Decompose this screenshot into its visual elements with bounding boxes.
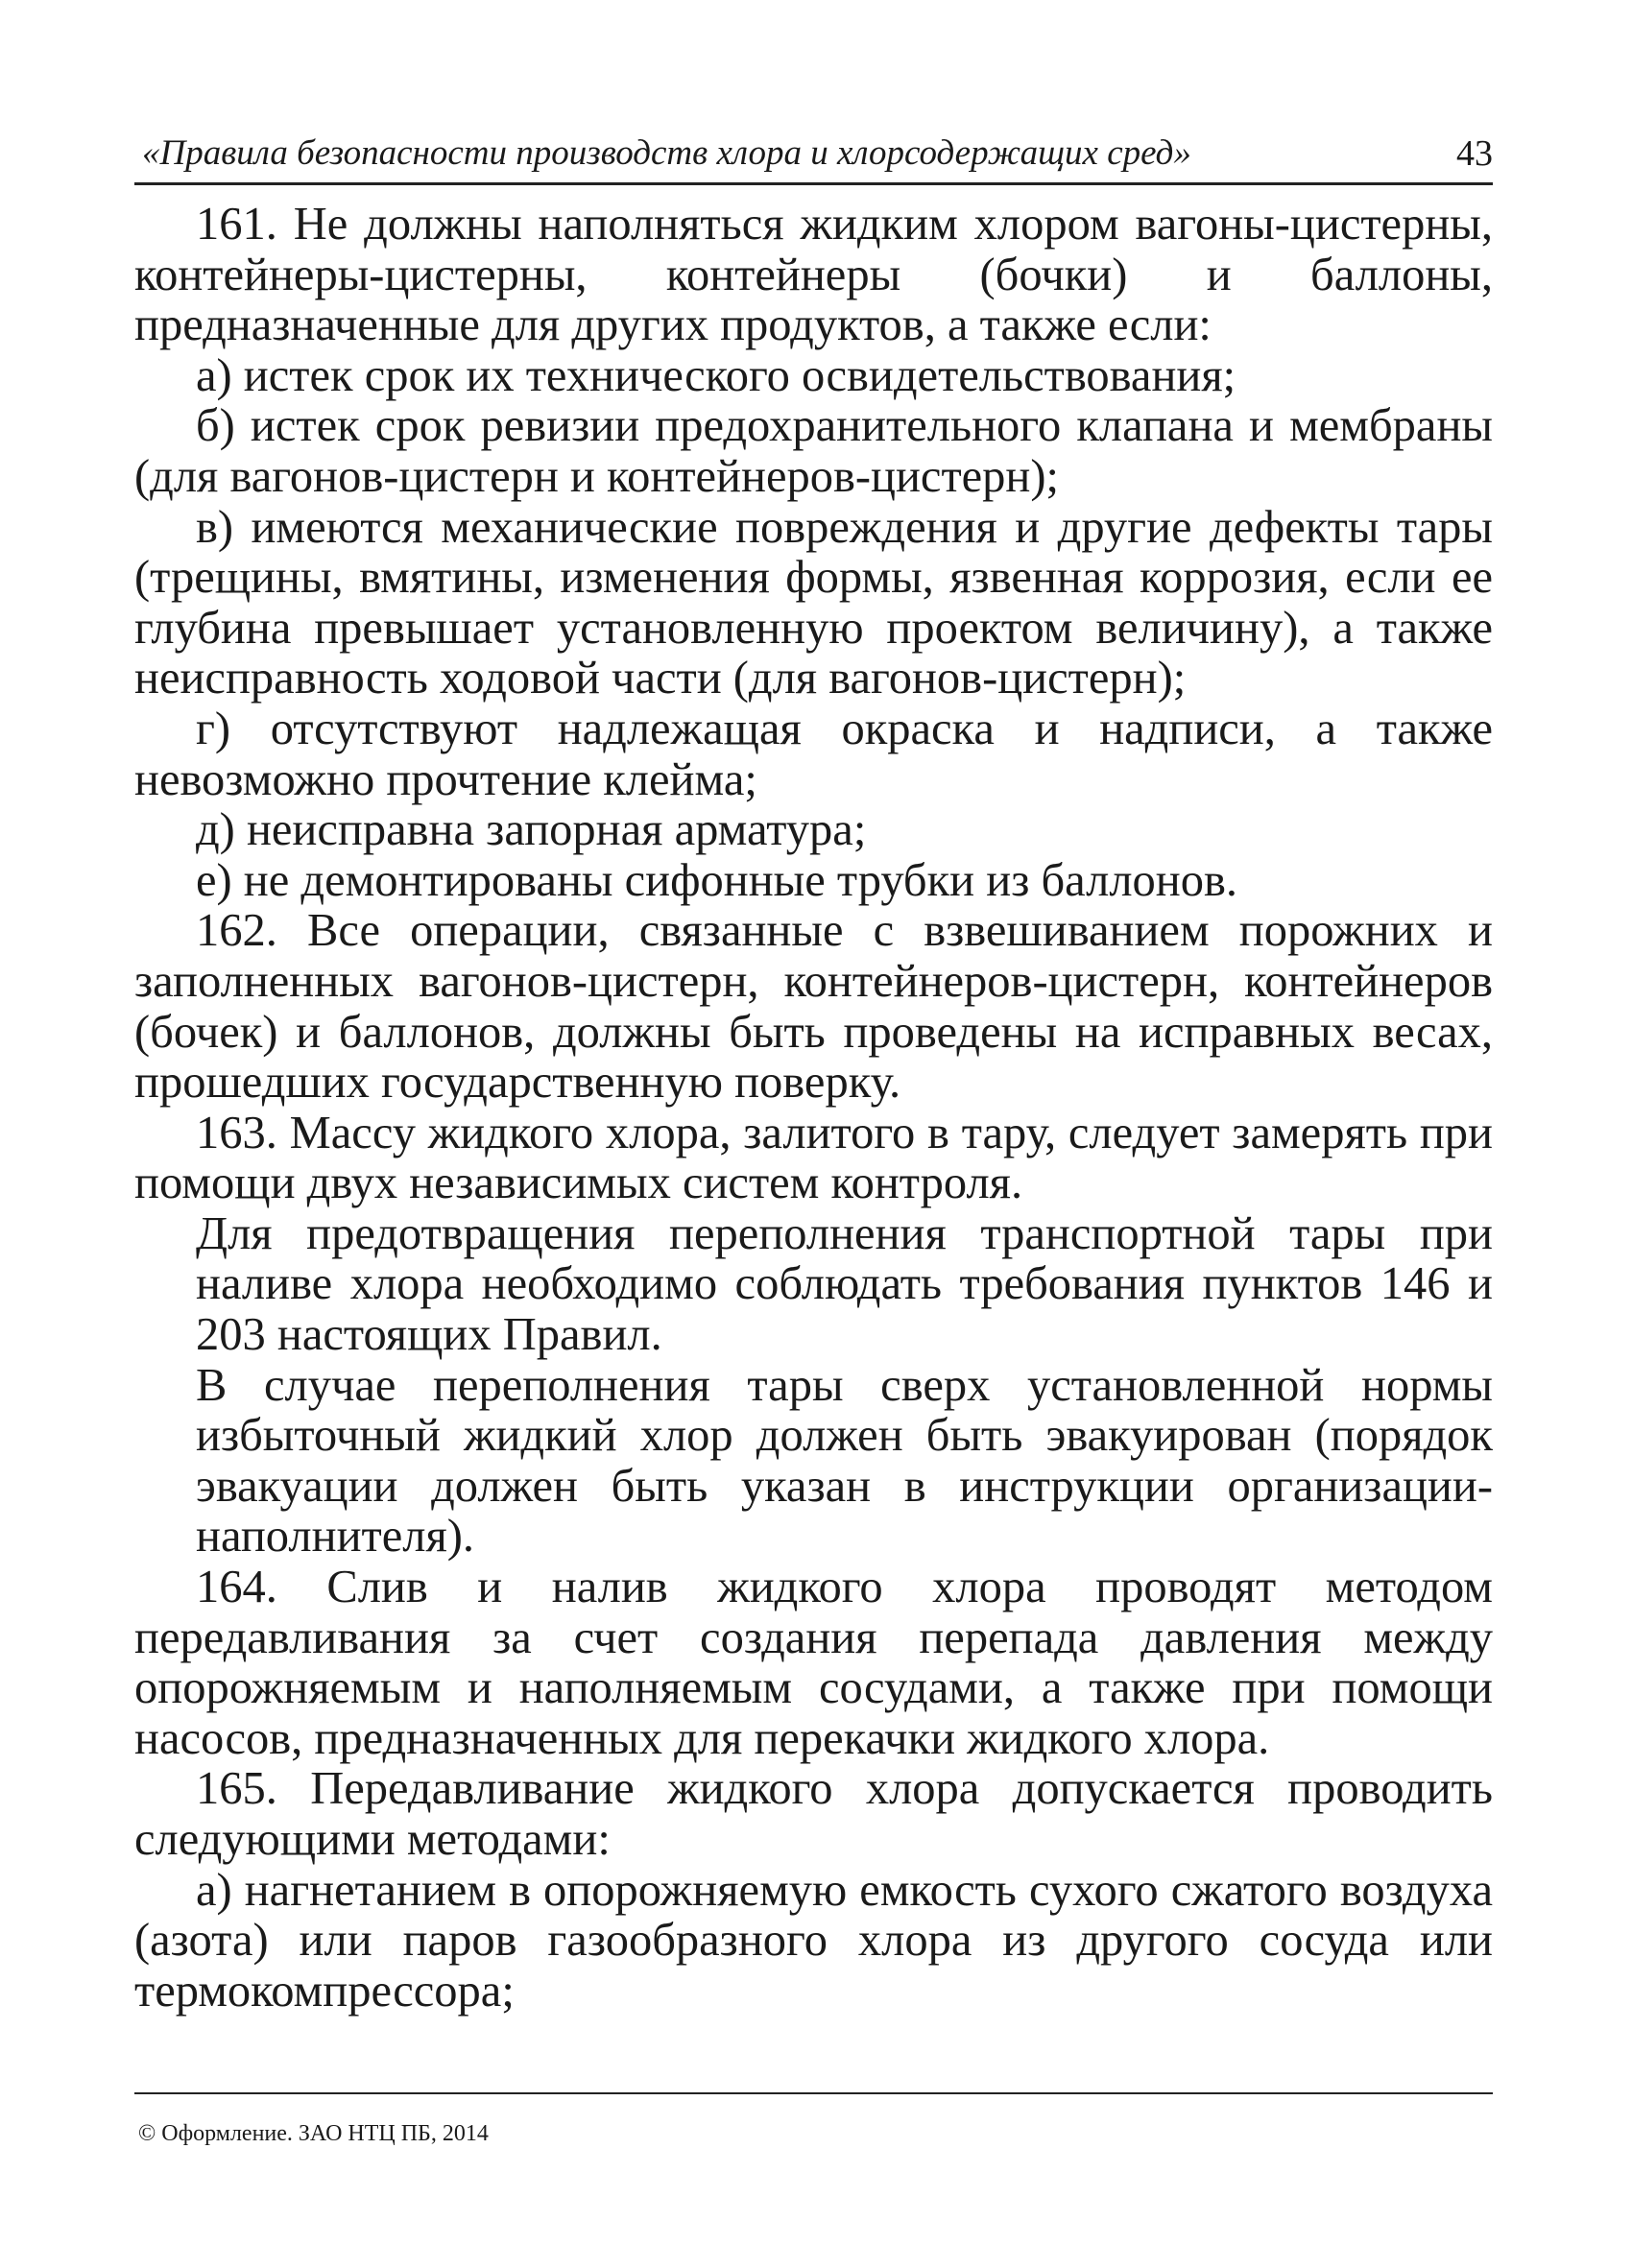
paragraph-162: 162. Все операции, связанные с взвешиванием порожних и заполненных вагонов-цистерн, контейнеров-цистерн, контейнеров (бочек) и баллонов, должны быть проведены на исправных весах, прошедших государственную поверку. xyxy=(134,905,1493,1109)
list-item-d: д) неисправна запорная арматура; xyxy=(196,804,867,856)
paragraph-161: 161. Не должны наполняться жидким хлором вагоны-цистерны, контейнеры-цистерны, контейнеры (бочки) и баллоны, предназначенные для других продуктов, а также если: xyxy=(134,199,1493,351)
paragraph-165: 165. Передавливание жидкого хлора допускается проводить следующими методами: xyxy=(134,1763,1493,1865)
page-footer xyxy=(134,2092,1493,2161)
list-item-g: г) отсутствуют надлежащая окраска и надписи, а также невозможно прочтение клейма; xyxy=(134,703,1493,805)
running-title: «Правила безопасности производств хлора и хлорсодержащих сред» xyxy=(142,133,1191,173)
document-page xyxy=(134,0,1493,2268)
paragraph-overfill-prevention: Для предотвращения переполнения транспортной тары при наливе хлора необходимо соблюдать требования пунктов 146 и 203 настоящих Правил. xyxy=(196,1207,1493,1361)
page-number: 43 xyxy=(1456,133,1493,174)
list-item-a: а) истек срок их технического освидетельствования; xyxy=(196,349,1236,401)
running-header xyxy=(134,123,1493,185)
list-item-a-165: а) нагнетанием в опорожняемую емкость сухого сжатого воздуха (азота) или паров газообразного хлора из другого сосуда или термокомпрессора; xyxy=(134,1864,1493,2017)
paragraph-163: 163. Массу жидкого хлора, залитого в тару, следует замерять при помощи двух независимых систем контроля. xyxy=(134,1107,1493,1209)
paragraph-overfill-evacuation: В случае переполнения тары сверх установленной нормы избыточный жидкий хлор должен быть эвакуирован (порядок эвакуации должен быть указан в инструкции организации-наполнителя). xyxy=(196,1359,1493,1563)
list-item-v: в) имеются механические повреждения и другие дефекты тары (трещины, вмятины, изменения формы, язвенная коррозия, если ее глубина превышает установленную проектом величину), а также неисправность ходовой части (для вагонов-цистерн); xyxy=(134,501,1493,704)
body-text xyxy=(134,200,1493,2017)
paragraph-164: 164. Слив и налив жидкого хлора проводят методом передавливания за счет создания перепада давления между опорожняемым и наполняемым сосудами, а также при помощи насосов, предназначенных для перекачки жидкого хлора. xyxy=(134,1562,1493,1764)
list-item-b: б) истек срок ревизии предохранительного клапана и мембраны (для вагонов-цистерн и контейнеров-цистерн); xyxy=(134,400,1493,502)
copyright-notice: © Оформление. ЗАО НТЦ ПБ, 2014 xyxy=(138,2121,489,2146)
list-item-e: е) не демонтированы сифонные трубки из баллонов. xyxy=(196,854,1237,906)
